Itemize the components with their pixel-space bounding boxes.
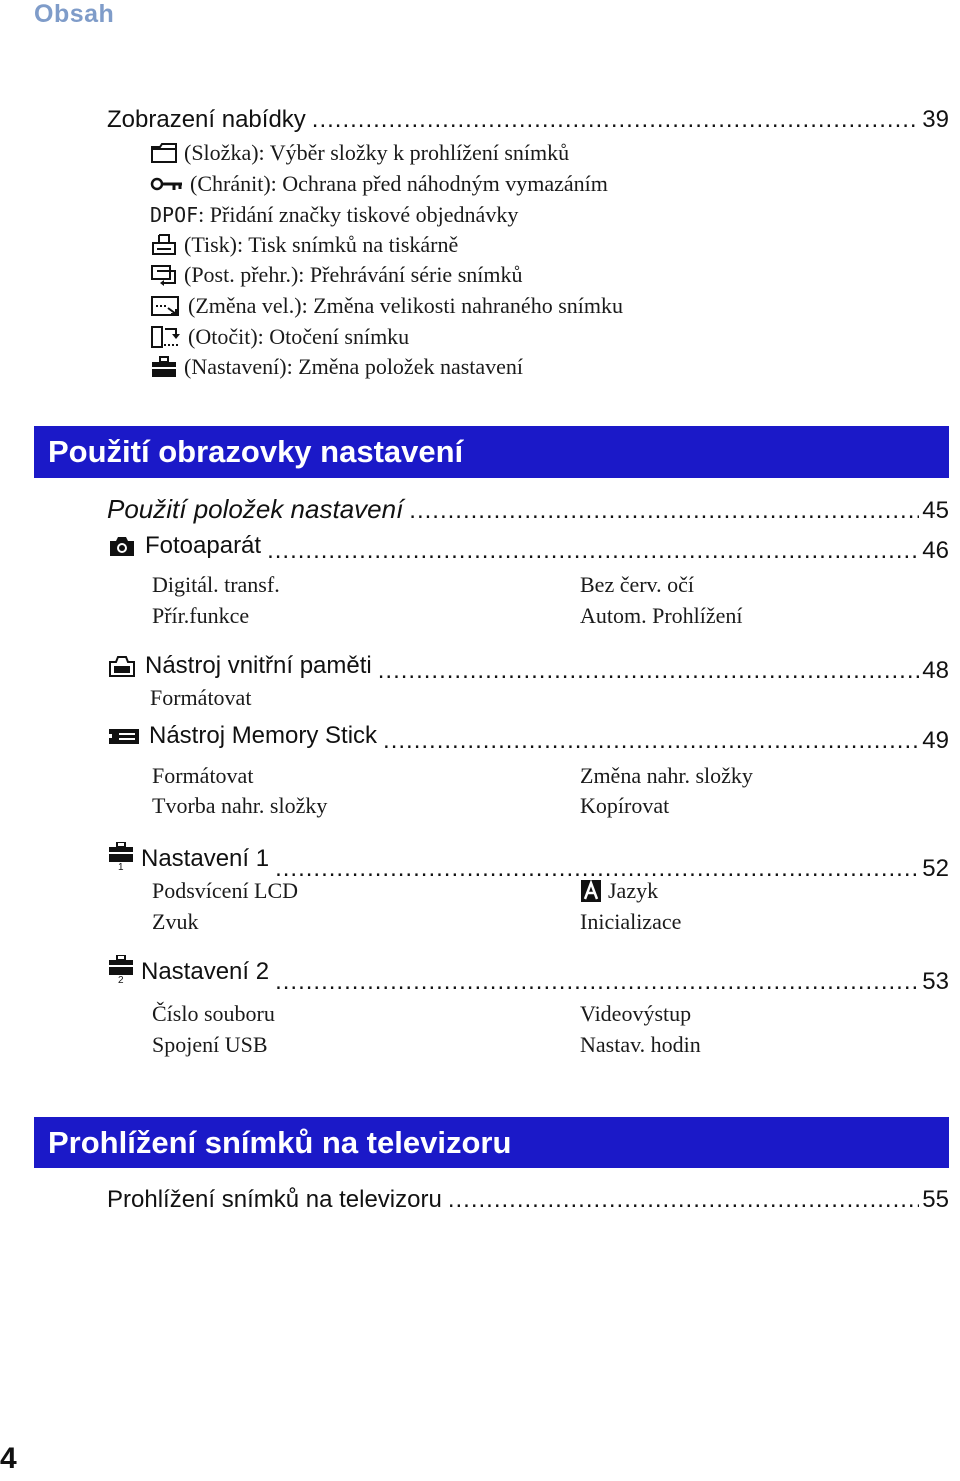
setup-item: Změna nahr. složky — [580, 763, 753, 788]
internal-memory-icon — [107, 654, 137, 678]
page-header-title: Obsah — [34, 0, 115, 28]
setup-item: Přír.funkce — [152, 603, 250, 628]
dot-leader — [409, 497, 919, 525]
setup1-icon — [107, 842, 135, 876]
setup-item: Formátovat — [152, 763, 254, 788]
toc-entry-label: Nastavení 2 — [141, 958, 270, 985]
printer-icon — [150, 233, 178, 257]
setup-item: Videovýstup — [580, 1001, 692, 1026]
section-band-tv — [34, 1117, 949, 1168]
toc-entry-label: Nastavení 1 — [141, 845, 270, 872]
toc-entry-internal-memory[interactable] — [107, 652, 949, 685]
menu-item-dpof — [150, 202, 518, 228]
toc-page-number: 39 — [922, 106, 949, 133]
setup2-badge: 2 — [118, 975, 124, 986]
menu-item-text: : Přidání značky tiskové objednávky — [198, 202, 519, 227]
toc-entry-setup1[interactable] — [107, 842, 949, 883]
toc-page-number: 55 — [922, 1186, 949, 1213]
key-icon — [150, 172, 184, 196]
slideshow-icon — [150, 263, 178, 287]
memory-stick-icon — [107, 724, 141, 748]
toc-entry-label: Použití položek nastavení — [107, 494, 404, 524]
setup-item: Kopírovat — [580, 793, 670, 818]
menu-item-setup — [150, 354, 523, 380]
setup-item: Digitál. transf. — [152, 572, 280, 597]
setup-item-label: Jazyk — [608, 878, 659, 903]
section-band-setup — [34, 426, 949, 478]
toc-entry-tv[interactable] — [107, 1186, 949, 1214]
resize-icon — [150, 294, 182, 318]
menu-item-text: (Změna vel.): Změna velikosti nahraného snímku — [188, 293, 623, 318]
dot-leader — [275, 968, 919, 996]
menu-item-text: (Chránit): Ochrana před náhodným vymazáním — [190, 171, 608, 196]
camera-icon — [107, 534, 137, 558]
setup-item: Spojení USB — [152, 1032, 268, 1057]
toc-page-number: 52 — [922, 855, 949, 882]
menu-item-text: (Tisk): Tisk snímků na tiskárně — [184, 232, 459, 257]
section-title: Použití obrazovky nastavení — [48, 434, 464, 469]
setup-item: Podsvícení LCD — [152, 878, 299, 903]
setup-item-language — [580, 878, 658, 904]
menu-item-slideshow — [150, 262, 523, 288]
toolbox-icon — [150, 355, 178, 379]
menu-item-text: (Nastavení): Změna položek nastavení — [184, 354, 524, 379]
dot-leader — [378, 657, 920, 685]
menu-item-folder — [150, 140, 569, 166]
setup-item: Nastav. hodin — [580, 1032, 701, 1057]
menu-item-text: (Složka): Výběr složky k prohlížení snímků — [184, 140, 570, 165]
setup-item: Formátovat — [150, 685, 252, 710]
toc-page-number: 46 — [922, 537, 949, 564]
toc-page-number: 49 — [922, 727, 949, 754]
menu-item-protect — [150, 171, 608, 197]
menu-item-rotate — [150, 324, 409, 350]
menu-item-text: (Post. přehr.): Přehrávání série snímků — [184, 262, 523, 287]
setup1-badge: 1 — [118, 862, 124, 873]
toc-page-number: 48 — [922, 657, 949, 684]
toc-entry-label: Prohlížení snímků na televizoru — [107, 1186, 442, 1213]
setup-item: Číslo souboru — [152, 1001, 275, 1026]
toc-page-number: 53 — [922, 968, 949, 995]
section-title: Prohlížení snímků na televizoru — [48, 1124, 512, 1160]
rotate-icon — [150, 325, 182, 349]
menu-item-resize — [150, 293, 623, 319]
menu-item-text: (Otočit): Otočení snímku — [188, 324, 410, 349]
toc-entry-setup-items[interactable] — [107, 494, 949, 525]
setup-item: Inicializace — [580, 909, 682, 934]
dot-leader — [383, 727, 919, 755]
dot-leader — [448, 1186, 919, 1214]
setup2-icon — [107, 955, 135, 989]
setup-item: Zvuk — [152, 909, 199, 934]
toc-entry-setup2[interactable] — [107, 955, 949, 996]
toc-entry-menu[interactable] — [107, 106, 949, 134]
dot-leader — [267, 537, 919, 565]
toc-entry-label: Nástroj Memory Stick — [149, 722, 378, 749]
toc-page-number: 45 — [922, 497, 949, 524]
page-number: 4 — [0, 1442, 17, 1475]
setup-item: Bez červ. očí — [580, 572, 695, 597]
folder-icon — [150, 141, 178, 165]
toc-entry-label: Zobrazení nabídky — [107, 106, 306, 133]
setup-item: Tvorba nahr. složky — [152, 793, 328, 818]
dpof-label: DPOF — [150, 203, 199, 227]
language-icon — [580, 879, 602, 903]
toc-entry-camera[interactable] — [107, 532, 949, 565]
menu-item-print — [150, 232, 458, 258]
dot-leader — [312, 106, 920, 134]
toc-entry-label: Nástroj vnitřní paměti — [145, 652, 372, 679]
setup-item: Autom. Prohlížení — [580, 603, 743, 628]
toc-entry-memory-stick[interactable] — [107, 722, 949, 755]
toc-entry-label: Fotoaparát — [145, 532, 262, 559]
